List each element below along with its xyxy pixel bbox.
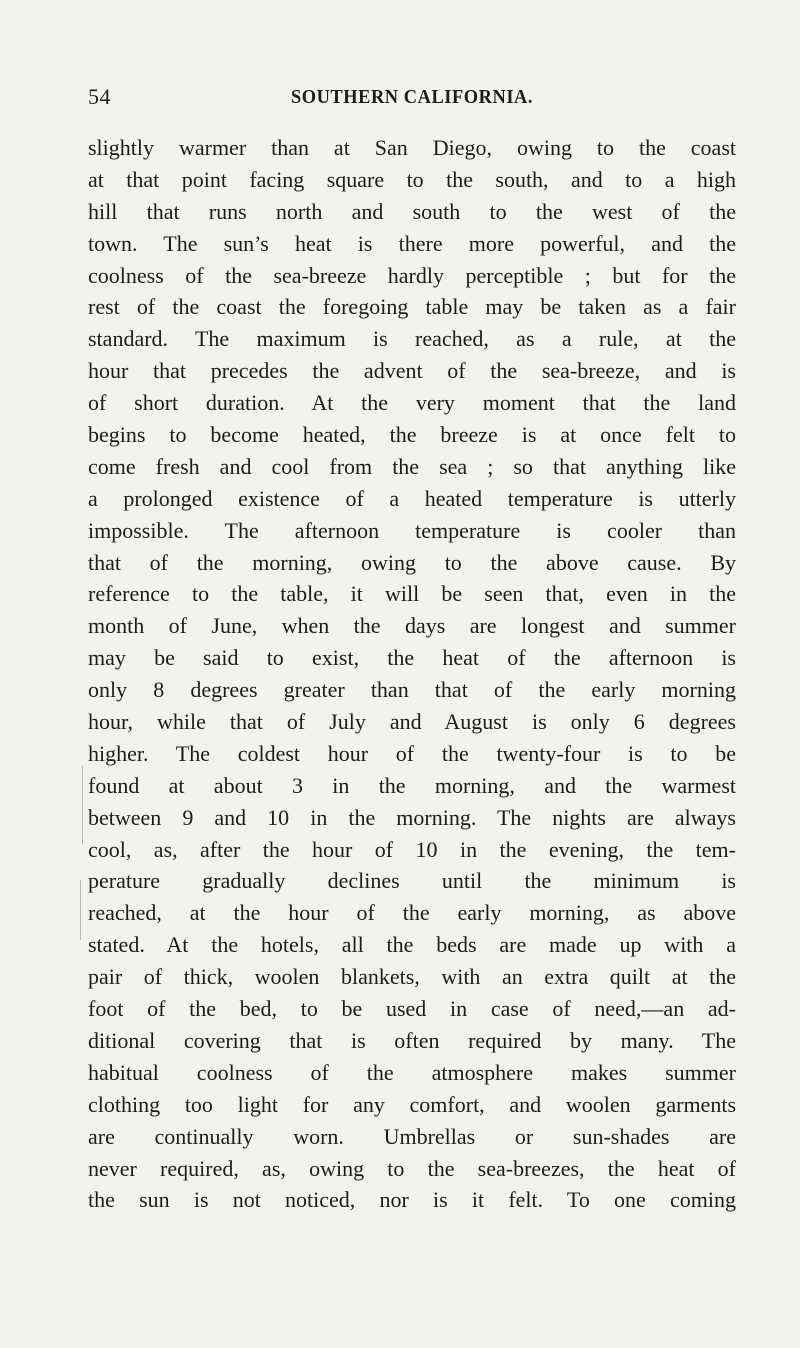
text-line: impossible. The afternoon temperature is cooler than: [88, 517, 736, 543]
text-line: may be said to exist, the heat of the afternoon is: [88, 645, 736, 671]
text-line: of short duration. At the very moment that the land: [88, 390, 736, 416]
text-line: perature gradually declines until the minimum is: [88, 868, 736, 894]
text-line: town. The sun’s heat is there more powerful, and the: [88, 230, 736, 256]
text-line: stated. At the hotels, all the beds are made up with a: [88, 932, 736, 958]
text-line: reference to the table, it will be seen that, even in the: [88, 581, 736, 607]
text-line: pair of thick, woolen blankets, with an extra quilt at the: [88, 964, 736, 990]
text-line: higher. The coldest hour of the twenty-four is to be: [88, 740, 736, 766]
text-line: slightly warmer than at San Diego, owing to the coast: [88, 135, 736, 160]
text-line: cool, as, after the hour of 10 in the evening, the tem-: [88, 836, 736, 862]
running-head: [88, 84, 736, 118]
text-line: hill that runs north and south to the west of the: [88, 198, 736, 224]
text-line: the sun is not noticed, nor is it felt. To one coming: [88, 1187, 736, 1213]
text-line: month of June, when the days are longest and summer: [88, 613, 736, 639]
page-number: 54: [88, 84, 111, 109]
text-line: begins to become heated, the breeze is at once felt to: [88, 422, 736, 448]
text-line: that of the morning, owing to the above cause. By: [88, 549, 736, 575]
text-line: come fresh and cool from the sea ; so that anything like: [88, 453, 736, 479]
text-line: are continually worn. Umbrellas or sun-shades are: [88, 1123, 736, 1149]
margin-pencil-mark: [82, 766, 83, 844]
text-line: rest of the coast the foregoing table may be taken as a fair: [88, 294, 736, 320]
text-line: only 8 degrees greater than that of the early morning: [88, 677, 736, 703]
text-line: between 9 and 10 in the morning. The nights are always: [88, 804, 736, 830]
book-page: [88, 84, 736, 1216]
text-line: ditional covering that is often required by many. The: [88, 1027, 736, 1053]
text-line: reached, at the hour of the early morning, as above: [88, 900, 736, 926]
body-paragraph: [88, 132, 736, 1216]
text-line: never required, as, owing to the sea-breezes, the heat of: [88, 1155, 736, 1181]
text-line: hour that precedes the advent of the sea-breeze, and is: [88, 358, 736, 384]
text-line: clothing too light for any comfort, and woolen garments: [88, 1091, 736, 1117]
text-line: habitual coolness of the atmosphere makes summer: [88, 1059, 736, 1085]
text-line: a prolonged existence of a heated temperature is utterly: [88, 485, 736, 511]
margin-pencil-mark: [80, 880, 81, 940]
text-line: found at about 3 in the morning, and the warmest: [88, 772, 736, 798]
text-line: at that point facing square to the south, and to a high: [88, 166, 736, 192]
running-title: SOUTHERN CALIFORNIA.: [290, 86, 534, 108]
text-line: standard. The maximum is reached, as a rule, at the: [88, 326, 736, 352]
text-line: coolness of the sea-breeze hardly perceptible ; but for the: [88, 262, 736, 288]
text-line: hour, while that of July and August is only 6 degrees: [88, 709, 736, 735]
text-line: foot of the bed, to be used in case of need,—an ad-: [88, 996, 736, 1022]
